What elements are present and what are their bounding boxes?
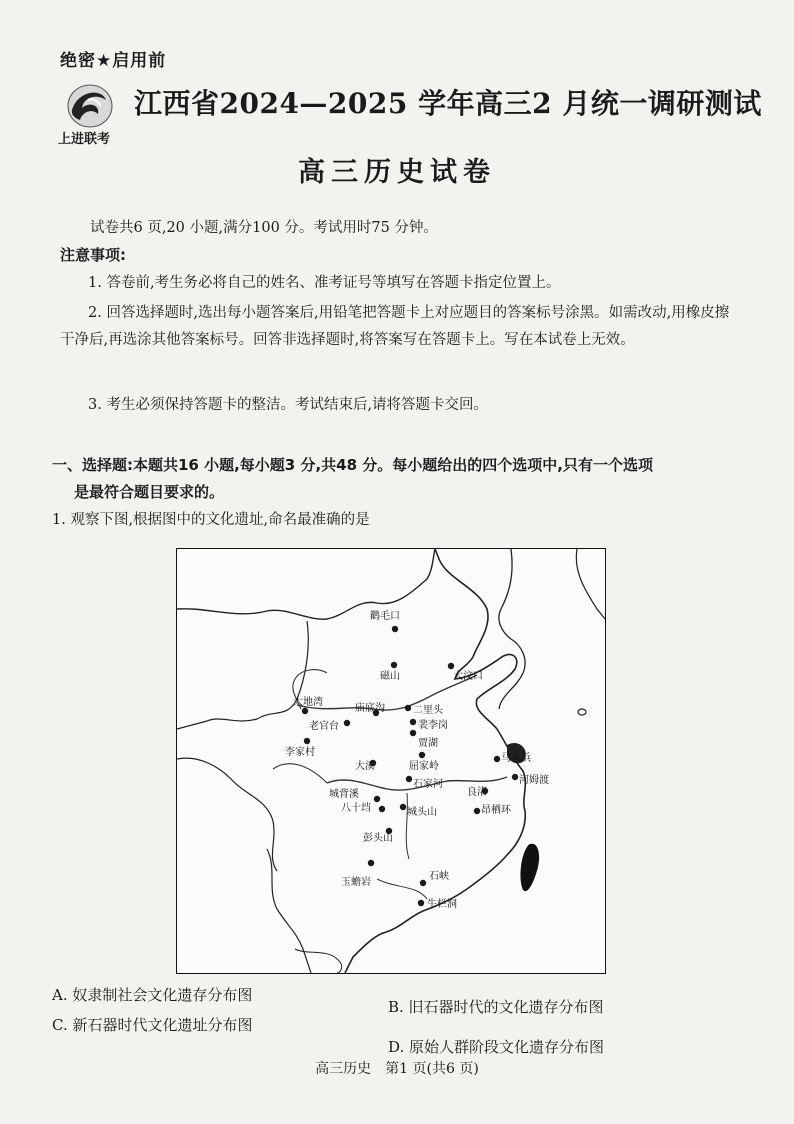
site-dot (302, 708, 308, 714)
site-dot (400, 804, 406, 810)
site-dot (418, 900, 424, 906)
site-dot (474, 808, 480, 814)
site-label: 牛栏洞 (427, 899, 457, 910)
site-label: 石家河 (413, 779, 443, 790)
site-label: 二里头 (413, 705, 443, 716)
site-label: 玉蟾岩 (341, 877, 371, 888)
site-label: 城头山 (407, 807, 437, 818)
site-dot (410, 730, 416, 736)
site-label: 大地湾 (293, 697, 323, 708)
option-b[interactable]: B. 旧石器时代的文化遗存分布图 (388, 998, 604, 1016)
section-heading-line2: 是最符合题目要求的。 (74, 483, 225, 501)
site-label: 贾湖 (418, 738, 438, 749)
exam-info: 试卷共6 页,20 小题,满分100 分。考试用时75 分钟。 (90, 220, 438, 236)
site-label: 鹳毛口 (370, 611, 400, 622)
site-label: 河姆渡 (519, 775, 549, 786)
site-dot (392, 626, 398, 632)
subject-title: 高三历史试卷 (298, 157, 496, 188)
site-label: 良渚 (467, 787, 487, 798)
section-heading (52, 452, 752, 506)
site-label: 老官台 (309, 721, 339, 732)
notice-item-1: 1. 答卷前,考生务必将自己的姓名、准考证号等填写在答题卡指定位置上。 (88, 275, 561, 291)
site-dot (374, 796, 380, 802)
site-label: 城背溪 (329, 789, 359, 800)
site-label: 石峡 (429, 871, 449, 882)
site-label: 八十垱 (341, 803, 371, 814)
confidential-label: 绝密★启用前 (60, 51, 167, 71)
notice-item-3: 3. 考生必须保持答题卡的整洁。考试结束后,请将答题卡交回。 (88, 397, 489, 413)
site-dot (379, 806, 385, 812)
site-label: 彭头山 (363, 833, 393, 844)
site-dot (406, 776, 412, 782)
site-label: 大溪 (355, 761, 375, 772)
site-label: 李家村 (285, 747, 315, 758)
site-dot (494, 756, 500, 762)
section-heading-line1: 一、选择题:本题共16 小题,每小题3 分,共48 分。每小题给出的四个选项中,只有一个选项 (52, 456, 653, 474)
site-dot (368, 860, 374, 866)
option-d[interactable]: D. 原始人群阶段文化遗存分布图 (388, 1038, 605, 1056)
site-dot (420, 880, 426, 886)
notice-item-2: 2. 回答选择题时,选出每小题答案后,用铅笔把答题卡上对应题目的答案标号涂黑。如需改动,用橡皮擦干净后,再选涂其他答案标号。回答非选择题时,将答案写在答题卡上。写在本试卷上无效。 (60, 305, 730, 348)
site-dot (405, 705, 411, 711)
site-label: 大汶口 (453, 671, 483, 682)
site-label: 磁山 (380, 671, 400, 682)
culture-sites-map (176, 548, 606, 974)
site-dot (512, 774, 518, 780)
site-label: 庙底沟 (355, 703, 385, 714)
site-dot (410, 719, 416, 725)
notice-title: 注意事项: (60, 246, 126, 264)
site-label: 裴李岗 (418, 720, 448, 731)
site-label: 昂栖环 (481, 805, 511, 816)
page-footer: 高三历史 第1 页(共6 页) (315, 1061, 479, 1077)
site-label: 马家浜 (501, 753, 531, 764)
exam-title: 江西省2024—2025 学年高三2 月统一调研测试 (134, 87, 762, 120)
site-label: 屈家岭 (409, 761, 439, 772)
question-1-stem: 1. 观察下图,根据图中的文化遗址,命名最准确的是 (52, 512, 370, 528)
logo-text: 上进联考 (58, 132, 111, 147)
site-dot (344, 720, 350, 726)
option-c[interactable]: C. 新石器时代文化遗址分布图 (52, 1016, 253, 1034)
option-a[interactable]: A. 奴隶制社会文化遗存分布图 (52, 986, 253, 1004)
